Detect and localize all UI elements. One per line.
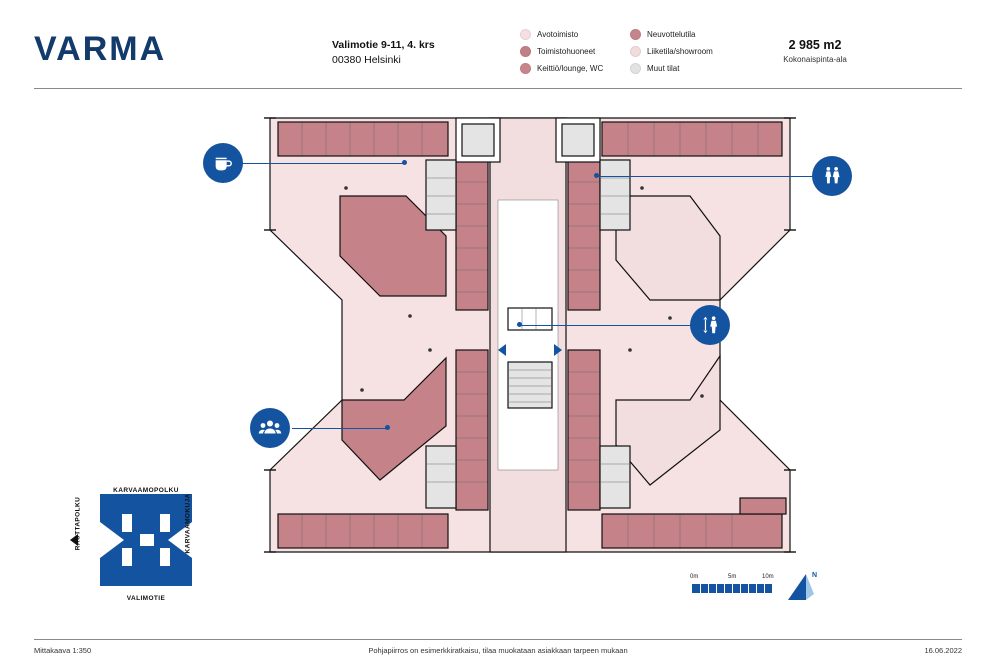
legend-label: Neuvottelutila (647, 30, 696, 39)
legend-swatch-icon (520, 46, 531, 57)
total-area (745, 38, 885, 64)
pin-wc[interactable] (812, 156, 852, 196)
coffee-cup-icon (212, 152, 234, 174)
legend-swatch-icon (520, 29, 531, 40)
address-block (332, 38, 435, 68)
legend-swatch-icon (630, 63, 641, 74)
varma-logo: VARMA (34, 30, 167, 68)
north-label: N (812, 572, 818, 579)
rooms-bottom-left (278, 514, 448, 548)
legend-column-left (520, 26, 630, 77)
keymap-label-right: KARVAAMOKUJA (184, 493, 192, 554)
keymap-label-top: KARVAAMOPOLKU (113, 487, 179, 494)
scale-tick-0m: 0m (690, 574, 699, 580)
changing-room-icon (699, 314, 721, 336)
pin-changing-room[interactable] (690, 305, 730, 345)
keymap-label-bottom: VALIMOTIE (126, 595, 166, 602)
legend-label: Keittiö/lounge, WC (537, 64, 604, 73)
leader-dot-lockers (517, 322, 522, 327)
footer-scale-note: Mittakaava 1:350 (34, 646, 92, 655)
room-corner-br (740, 498, 786, 514)
legend (520, 26, 740, 77)
footer-date: 16.06.2022 (924, 646, 962, 655)
total-area-value: 2 985 m2 (788, 38, 842, 52)
legend-label: Muut tilat (647, 64, 680, 73)
legend-label: Liiketila/showroom (647, 47, 713, 56)
central-core (490, 118, 566, 552)
legend-label: Toimistohuoneet (537, 47, 596, 56)
header (0, 0, 996, 88)
leader-line-lockers (520, 325, 695, 326)
footer-disclaimer: Pohjapiirros on esimerkkiratkaisu, tilaa muokataan asiakkaan tarpeen mukaan (368, 646, 628, 655)
rooms-top-left (278, 122, 448, 156)
keymap-label-left: RAUTTAPOLKU (74, 496, 82, 551)
leader-dot-coffee (402, 160, 407, 165)
address-line-2: 00380 Helsinki (332, 54, 401, 66)
legend-swatch-icon (630, 46, 641, 57)
legend-swatch-icon (520, 63, 531, 74)
rooms-top-right (602, 122, 782, 156)
leader-dot-meeting (385, 425, 390, 430)
legend-item-keittio-lounge-wc (520, 60, 630, 77)
leader-line-coffee (240, 163, 405, 164)
scale-bar (692, 584, 772, 593)
legend-column-right (630, 26, 740, 77)
pin-coffee-lounge[interactable] (203, 143, 243, 183)
legend-item-liiketila-showroom (630, 43, 740, 60)
legend-item-muut-tilat (630, 60, 740, 77)
address-line-1: Valimotie 9-11, 4. krs (332, 39, 435, 51)
key-map (56, 478, 236, 608)
scale-tick-10m: 10m (762, 574, 774, 580)
total-area-label: Kokonaispinta-ala (783, 55, 847, 64)
restroom-icon (821, 165, 843, 187)
legend-item-toimistohuoneet (520, 43, 630, 60)
header-divider (34, 88, 962, 89)
people-group-icon (258, 416, 282, 440)
legend-swatch-icon (630, 29, 641, 40)
scale-tick-5m: 5m (728, 574, 737, 580)
footer-divider (34, 639, 962, 640)
legend-item-neuvottelutila (630, 26, 740, 43)
legend-label: Avotoimisto (537, 30, 579, 39)
stair-core (508, 362, 552, 408)
pin-meeting-room[interactable] (250, 408, 290, 448)
leader-line-meeting (292, 428, 388, 429)
rooms-bottom-right (602, 514, 782, 548)
legend-item-avotoimisto (520, 26, 630, 43)
leader-line-wc (597, 176, 815, 177)
leader-dot-wc (594, 173, 599, 178)
